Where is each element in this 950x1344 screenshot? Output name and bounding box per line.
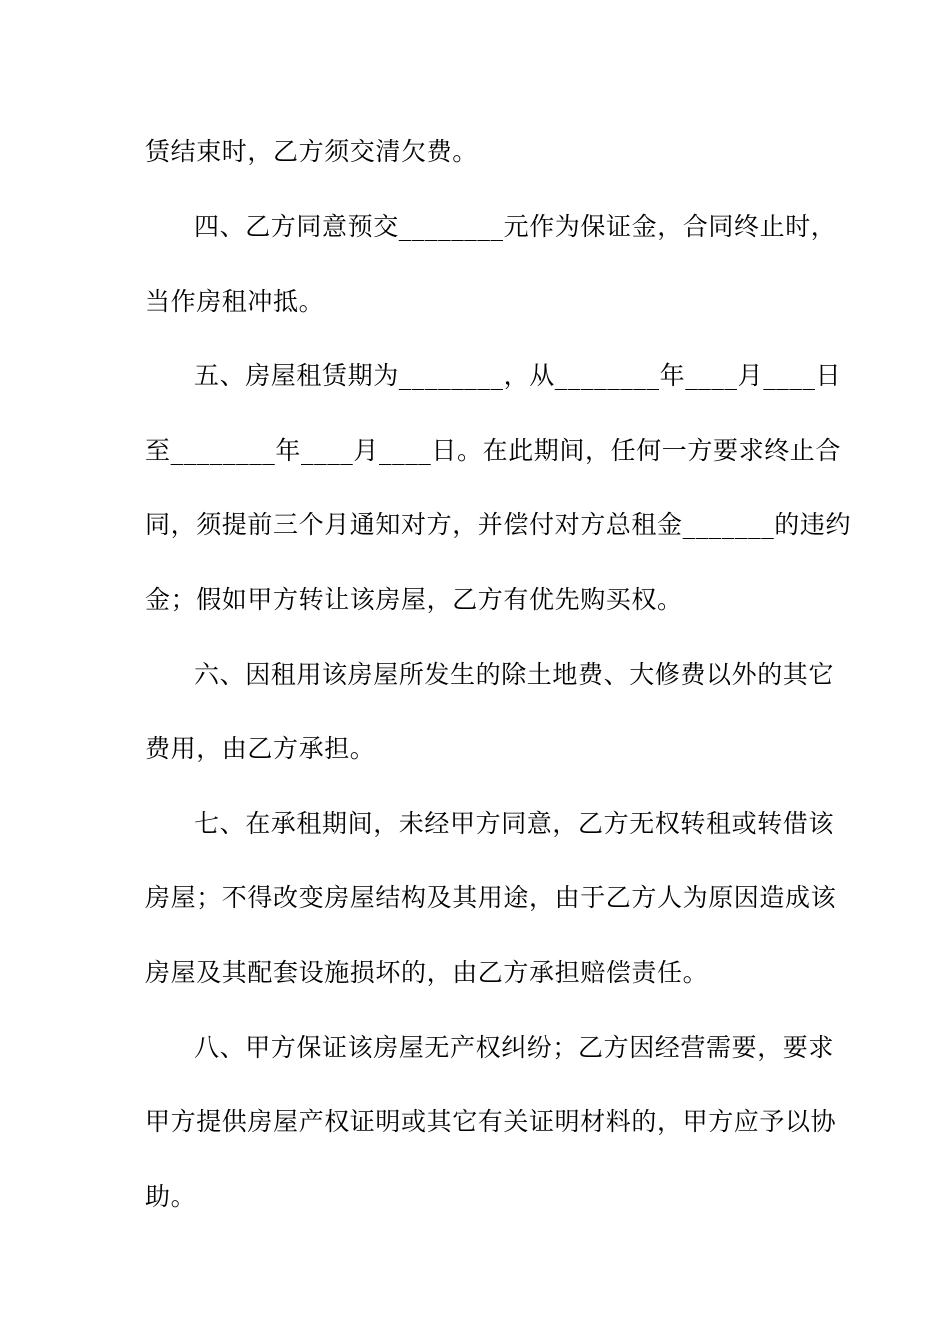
text-line: 房屋；不得改变房屋结构及其用途，由于乙方人为原因造成该 (145, 883, 837, 912)
text-line: 费用，由乙方承担。 (145, 734, 376, 763)
text-line: 七、在承租期间，未经甲方同意，乙方无权转租或转借该 (194, 809, 835, 838)
text-line: 八、甲方保证该房屋无产权纠纷；乙方因经营需要，要求 (194, 1033, 835, 1062)
text-line: 助。 (145, 1182, 197, 1211)
text-line: 至________年____月____日。在此期间，任何一方要求终止合 (145, 436, 842, 465)
text-line: 六、因租用该房屋所发生的除土地费、大修费以外的其它 (194, 660, 835, 689)
text-line: 四、乙方同意预交________元作为保证金，合同终止时， (194, 212, 837, 241)
text-line: 五、房屋租赁期为________，从________年____月____日 (194, 361, 842, 390)
text-line: 金；假如甲方转让该房屋，乙方有优先购买权。 (145, 585, 683, 614)
text-line: 甲方提供房屋产权证明或其它有关证明材料的，甲方应予以协 (145, 1107, 837, 1136)
text-line: 同，须提前三个月通知对方，并偿付对方总租金_______的违约 (145, 510, 852, 539)
text-line: 房屋及其配套设施损坏的，由乙方承担赔偿责任。 (145, 958, 709, 987)
text-line: 当作房租冲抵。 (145, 287, 325, 316)
text-line: 赁结束时，乙方须交清欠费。 (145, 137, 478, 166)
